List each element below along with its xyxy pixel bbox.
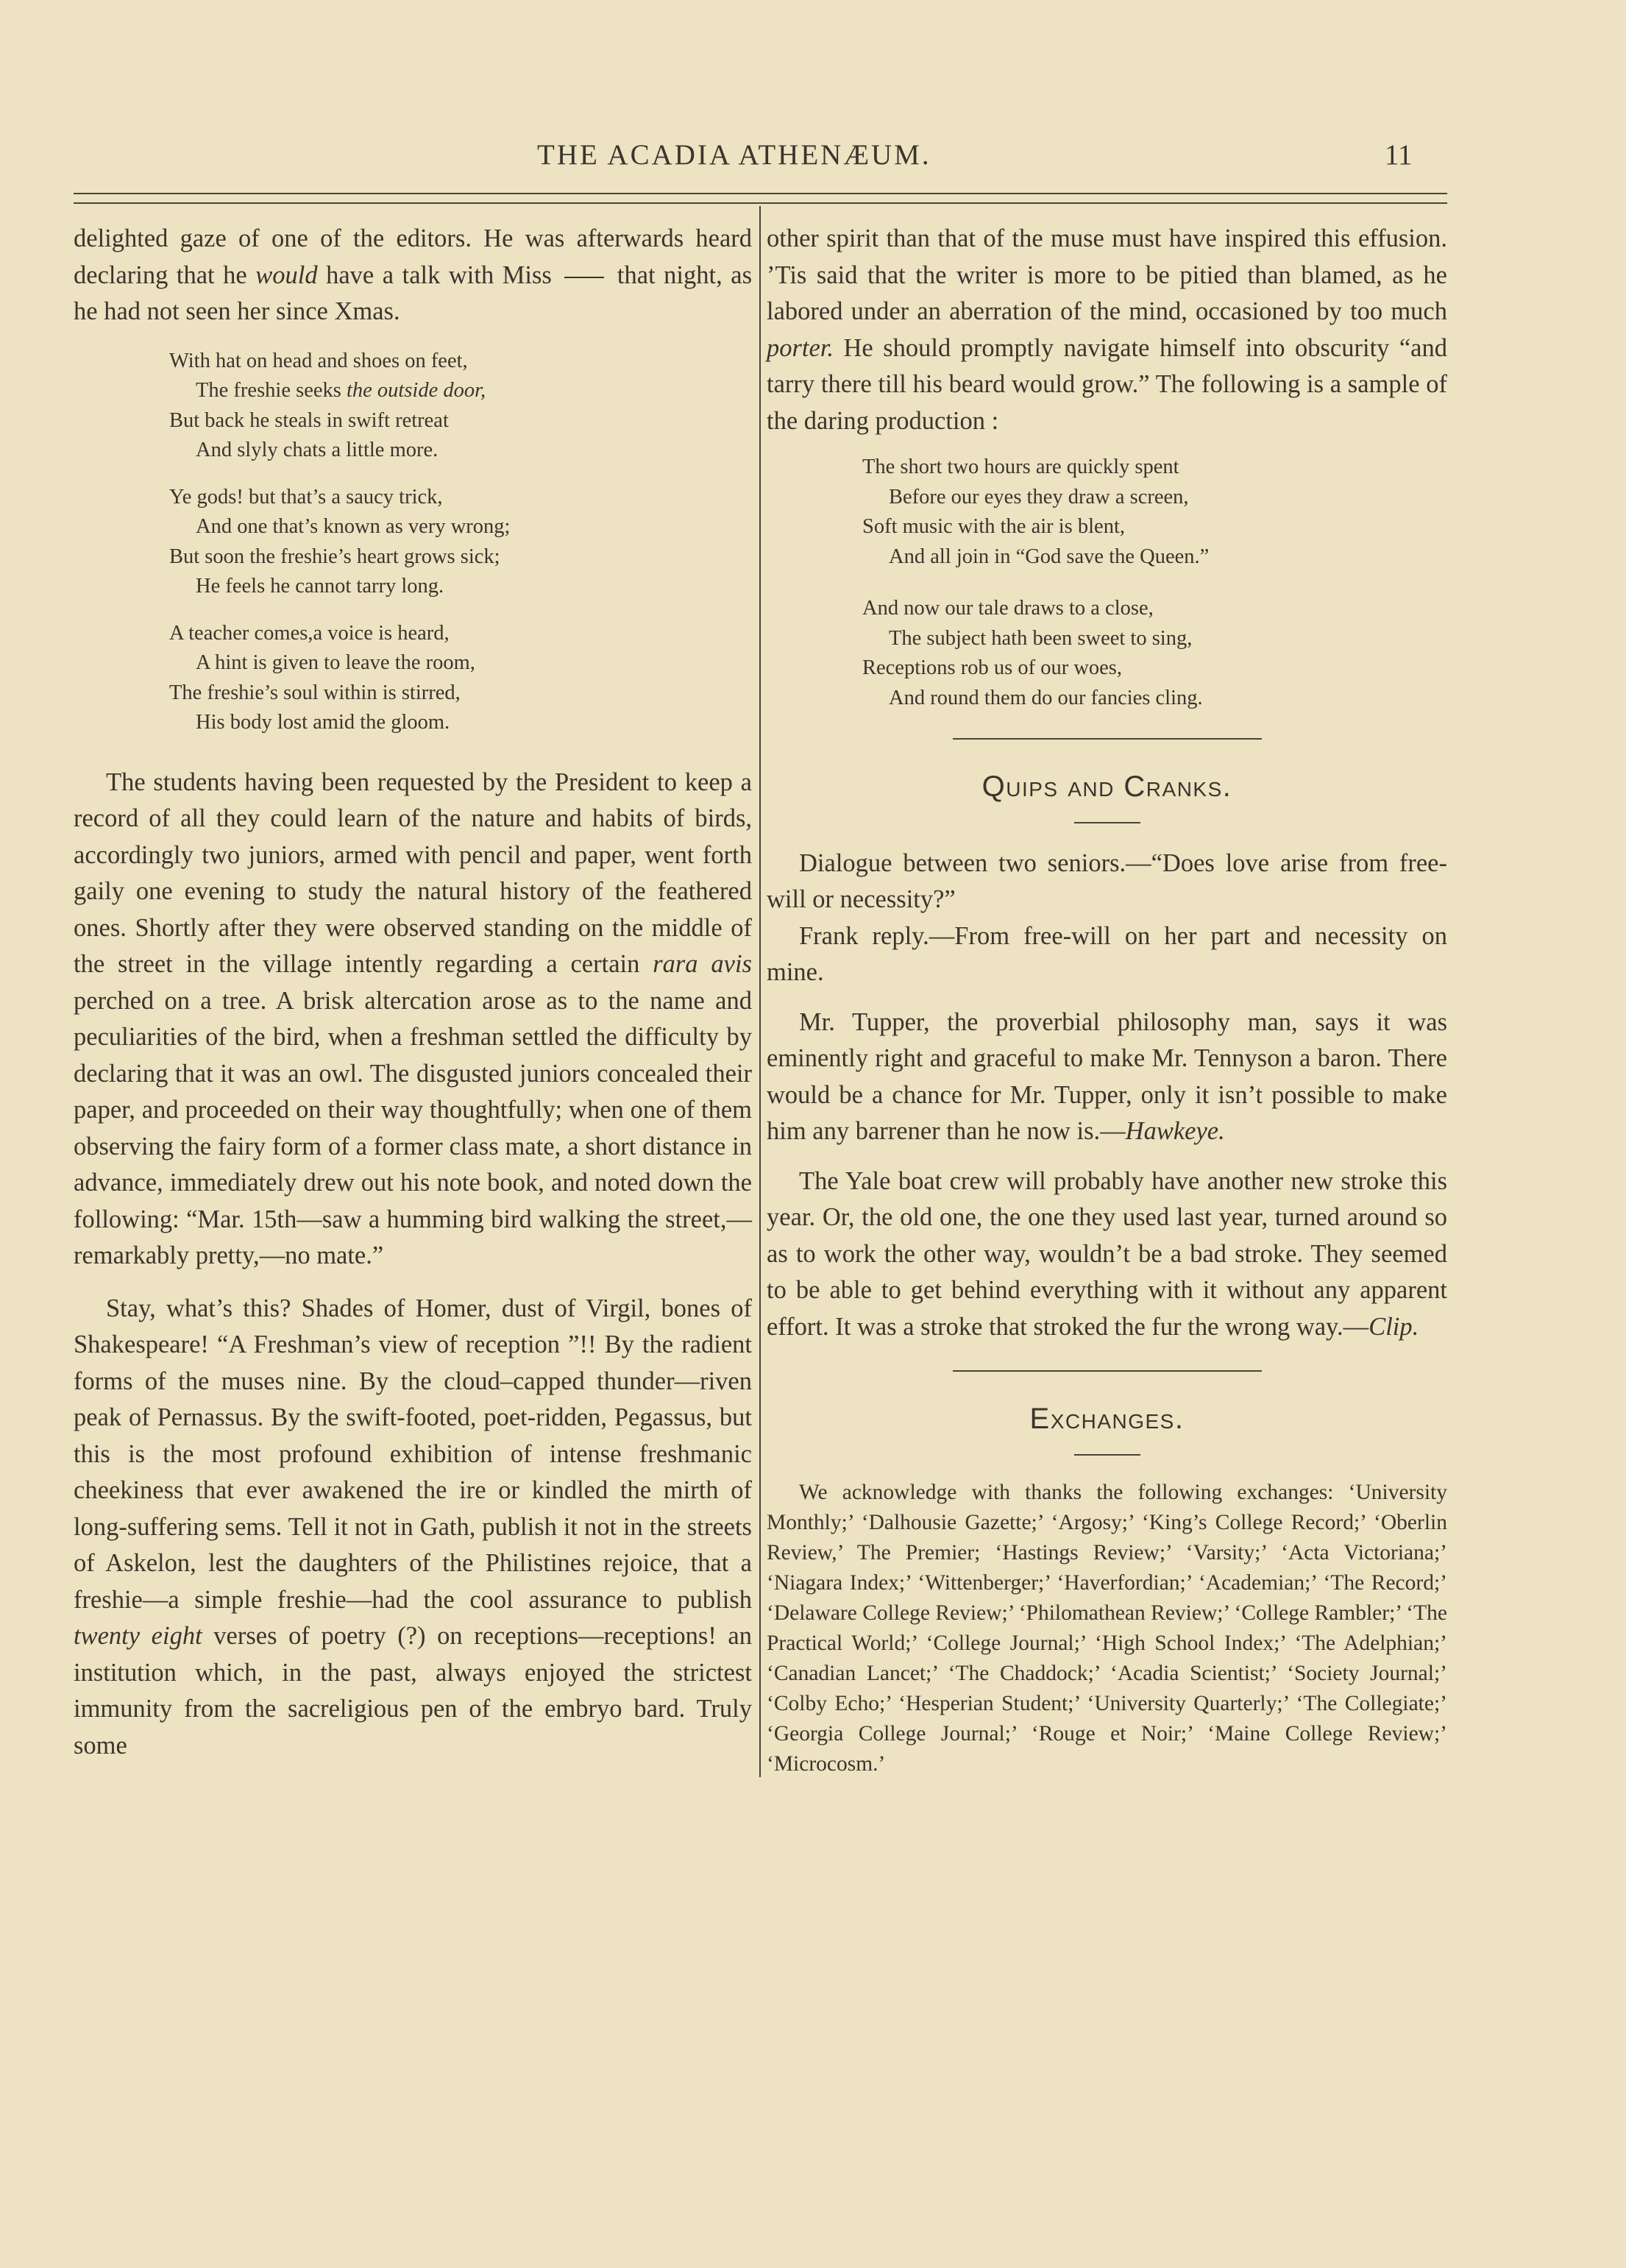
paragraph-reception: Stay, what’s this? Shades of Homer, dust of Virgil, bones of Shakespeare! “A Freshman’s view of reception ”!! By the radient forms of the muses nine. By the cloud–capped thunder—riven peak of Pernassus. By the swift-footed, poet-ridden, Pegassus, but this is the most profound exhibition of intense freshmanic cheekiness that ever awakened the ire or kindled the mirth of long-suffering sems. Tell it not in Gath, publish it not in the streets of Askelon, lest the daughters of the Philistines rejoice, that a freshie—a simple freshie—had the cool assurance to publish twenty eight verses of poetry (?) on receptions—receptions! an institution which, in the past, always enjoyed the strictest immunity from the sacreligious pen of the embryo bard. Truly some <box>74 1294 752 1760</box>
freshie-poem <box>169 347 752 738</box>
column-divider <box>759 206 761 1777</box>
page-number: 11 <box>1385 139 1413 171</box>
paragraph: delighted gaze of one of the editors. He was afterwards heard declaring that he would have a talk with Miss that night, as he had not seen her since Xmas. <box>74 224 752 325</box>
heading-underline <box>1074 1454 1140 1456</box>
section-rule <box>953 738 1262 740</box>
reception-poem <box>862 453 1447 713</box>
poem-stanza: With hat on head and shoes on feet, The freshie seeks the outside door, But back he steals in swift retreat And slyly chats a little more. <box>169 349 486 461</box>
quips-heading: Quips and Cranks. <box>981 770 1232 803</box>
running-header <box>0 138 1626 182</box>
right-column <box>767 221 1447 1779</box>
paragraph: other spirit than that of the muse must have inspired this effusion. ’Tis said that the writer is more to be pitied than blamed, as he labored under an aberration of the mind, occasioned by too much porter. He should promptly navigate himself into obscurity “and tarry there till his beard would grow.” The following is a sample of the daring production : <box>767 224 1447 435</box>
journal-title: THE ACADIA ATHENÆUM. <box>537 139 931 171</box>
poem-stanza: The short two hours are quickly spent Before our eyes they draw a screen, Soft music with the air is blent, And all join in “God save the Queen.” <box>862 456 1210 568</box>
section-rule <box>953 1370 1262 1372</box>
header-rule-bottom <box>74 202 1447 204</box>
quip-tupper: Mr. Tupper, the proverbial philosophy man, says it was eminently right and graceful to make Mr. Tennyson a baron. There would be a chance for Mr. Tupper, only it isn’t possible to make him any barrener than he now is.—Hawkeye. <box>767 1007 1447 1145</box>
quip-frank-reply: Frank reply.—From free-will on her part and necessity on mine. <box>767 921 1447 986</box>
exchanges-list: We acknowledge with thanks the following exchanges: ‘University Monthly;’ ‘Dalhousie Gazette;’ ‘Argosy;’ ‘King’s College Record;’ ‘Oberlin Review,’ The Premier; ‘Hastings Review;’ ‘Varsity;’ ‘Acta Victoriana;’ ‘Niagara Index;’ ‘Wittenberger;’ ‘Haverfordian;’ ‘Academian;’ ‘The Record;’ ‘Delaware College Review;’ ‘Philomathean Review;’ ‘College Rambler;’ ‘The Practical World;’ ‘College Journal;’ ‘High School Index;’ ‘The Adelphian;’ ‘Canadian Lancet;’ ‘The Chaddock;’ ‘Acadia Scientist;’ ‘Society Journal;’ ‘Colby Echo;’ ‘Hesperian Student;’ ‘University Quarterly;’ ‘The Collegiate;’ ‘Georgia College Journal;’ ‘Rouge et Noir;’ ‘Maine College Review;’ ‘Microcosm.’ <box>767 1480 1447 1776</box>
poem-stanza: Ye gods! but that’s a saucy trick, And one that’s known as very wrong; But soon the freshie’s heart grows sick; He feels he cannot tarry long. <box>169 485 511 598</box>
heading-underline <box>1074 822 1140 823</box>
exchanges-heading: Exchanges. <box>1029 1403 1185 1435</box>
header-rule-top <box>74 193 1447 194</box>
left-column <box>74 221 752 1764</box>
quip-yale: The Yale boat crew will probably have another new stroke this year. Or, the old one, the one they used last year, turned around so as to work the other way, wouldn’t be a bad stroke. They seemed to be able to get behind everything with it without any apparent effort. It was a stroke that stroked the fur the wrong way.—Clip. <box>767 1166 1447 1341</box>
dash-blank <box>564 277 604 278</box>
quip-dialogue: Dialogue between two seniors.—“Does love arise from free-will or necessity?” <box>767 848 1447 913</box>
poem-stanza: And now our tale draws to a close, The subject hath been sweet to sing, Receptions rob us of our woes, And round them do our fancies cling. <box>862 597 1203 709</box>
poem-stanza: A teacher comes,a voice is heard, A hint is given to leave the room, The freshie’s soul within is stirred, His body lost amid the gloom. <box>169 621 475 734</box>
paragraph-birds: The students having been requested by the President to keep a record of all they could learn of the nature and habits of birds, accordingly two juniors, armed with pencil and paper, went forth gaily one evening to study the natural history of the feathered ones. Shortly after they were observed standing on the middle of the street in the village intently regarding a certain rara avis perched on a tree. A brisk altercation arose as to the name and peculiarities of the bird, when a freshman settled the difficulty by declaring that it was an owl. The disgusted juniors concealed their paper, and proceeded on their way thoughtfully; when one of them observing the fairy form of a former class mate, a short distance in advance, immediately drew out his note book, and noted down the following: “Mar. 15th—saw a humming bird walking the street,—remarkably pretty,—no mate.” <box>74 768 752 1269</box>
